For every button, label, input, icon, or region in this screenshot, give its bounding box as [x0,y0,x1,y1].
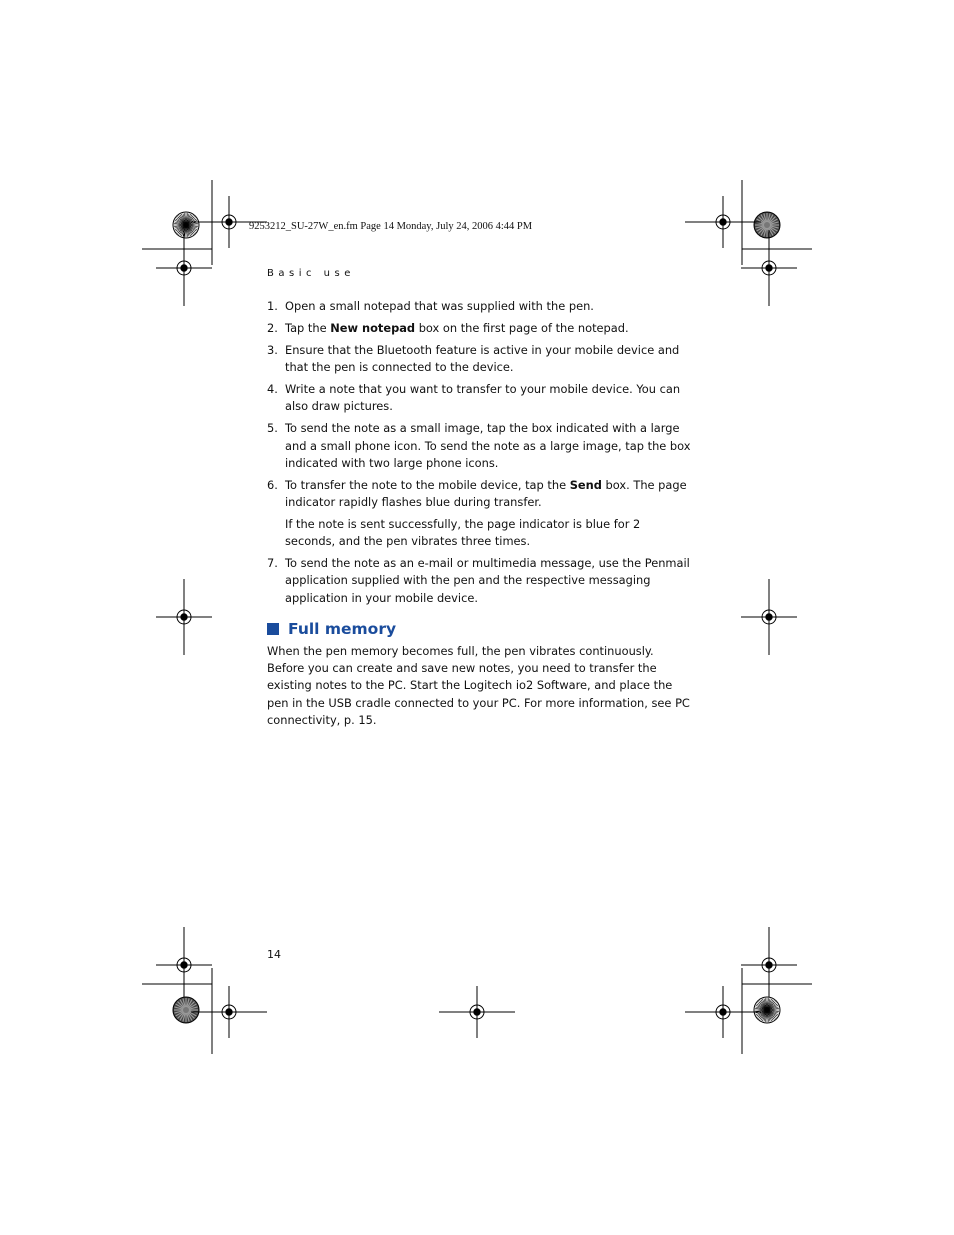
starburst-target-icon [173,212,199,238]
section-heading [267,621,692,638]
registration-mark-icon [685,986,761,1038]
heading-square-icon [267,623,279,635]
step-note: If the note is sent successfully, the page indicator is blue for 2 seconds, and the pen vibrates three times. [285,517,641,549]
list-item [267,381,692,415]
registration-mark-icon [741,927,797,1003]
page-number: 14 [267,948,281,961]
step-text-part: To transfer the note to the mobile device, tap the [285,477,570,492]
list-item [267,320,692,337]
step-text: Open a small notepad that was supplied with the pen. [285,299,594,313]
starburst-target-icon [754,212,780,238]
step-number: 4. [267,382,278,397]
running-head: Basic use [267,268,355,279]
list-item [267,420,692,472]
step-number: 7. [267,556,278,571]
step-text-part: box on the first page of the notepad. [415,321,629,335]
starburst-target-icon [754,997,780,1023]
step-text: To send the note as a small image, tap the box indicated with a large and a small phone icon. To send the note as a large image, tap the box indicated with two large phone icons. [285,421,691,470]
registration-mark-icon [156,579,212,655]
registration-mark-icon [156,927,212,1003]
section-body: When the pen memory becomes full, the pen vibrates continuously. Before you can create and save new notes, you need to transfer the existing notes to the PC. Start the Logitech io2 Software, and place the pen in the USB cradle connected to your PC. For more information, see PC connectivity, p. 15. [267,644,690,727]
registration-mark-icon [439,986,515,1038]
steps-list [267,298,692,607]
list-item [267,477,692,551]
bold-term: Send [569,477,602,492]
section-title: Full memory [288,619,397,638]
step-text [285,477,692,511]
page-content [267,298,692,729]
step-text [285,320,692,337]
step-text: To send the note as an e-mail or multimedia message, use the Penmail application supplied with the pen and the respective messaging application in your mobile device. [285,556,690,605]
list-item [267,298,692,315]
step-text-part: Tap the [285,321,331,335]
step-number: 2. [267,321,278,335]
registration-mark-icon [156,230,212,306]
list-item [267,342,692,376]
bold-term: New notepad [330,321,416,335]
starburst-target-icon [173,997,199,1023]
registration-mark-icon [741,230,797,306]
registration-mark-icon [685,196,761,248]
print-slug-line: 9253212_SU-27W_en.fm Page 14 Monday, July 24, 2006 4:44 PM [249,221,533,232]
step-number: 1. [267,299,278,313]
step-number: 5. [267,421,278,436]
step-number: 6. [267,477,278,492]
registration-mark-icon [191,986,267,1038]
step-text-part: box. The page indicator rapidly flashes blue during transfer. [285,477,687,510]
step-text: Write a note that you want to transfer to your mobile device. You can also draw pictures. [285,382,681,414]
step-text: Ensure that the Bluetooth feature is active in your mobile device and that the pen is connected to the device. [285,343,680,375]
registration-mark-icon [741,579,797,655]
step-number: 3. [267,343,278,357]
list-item [267,555,692,607]
